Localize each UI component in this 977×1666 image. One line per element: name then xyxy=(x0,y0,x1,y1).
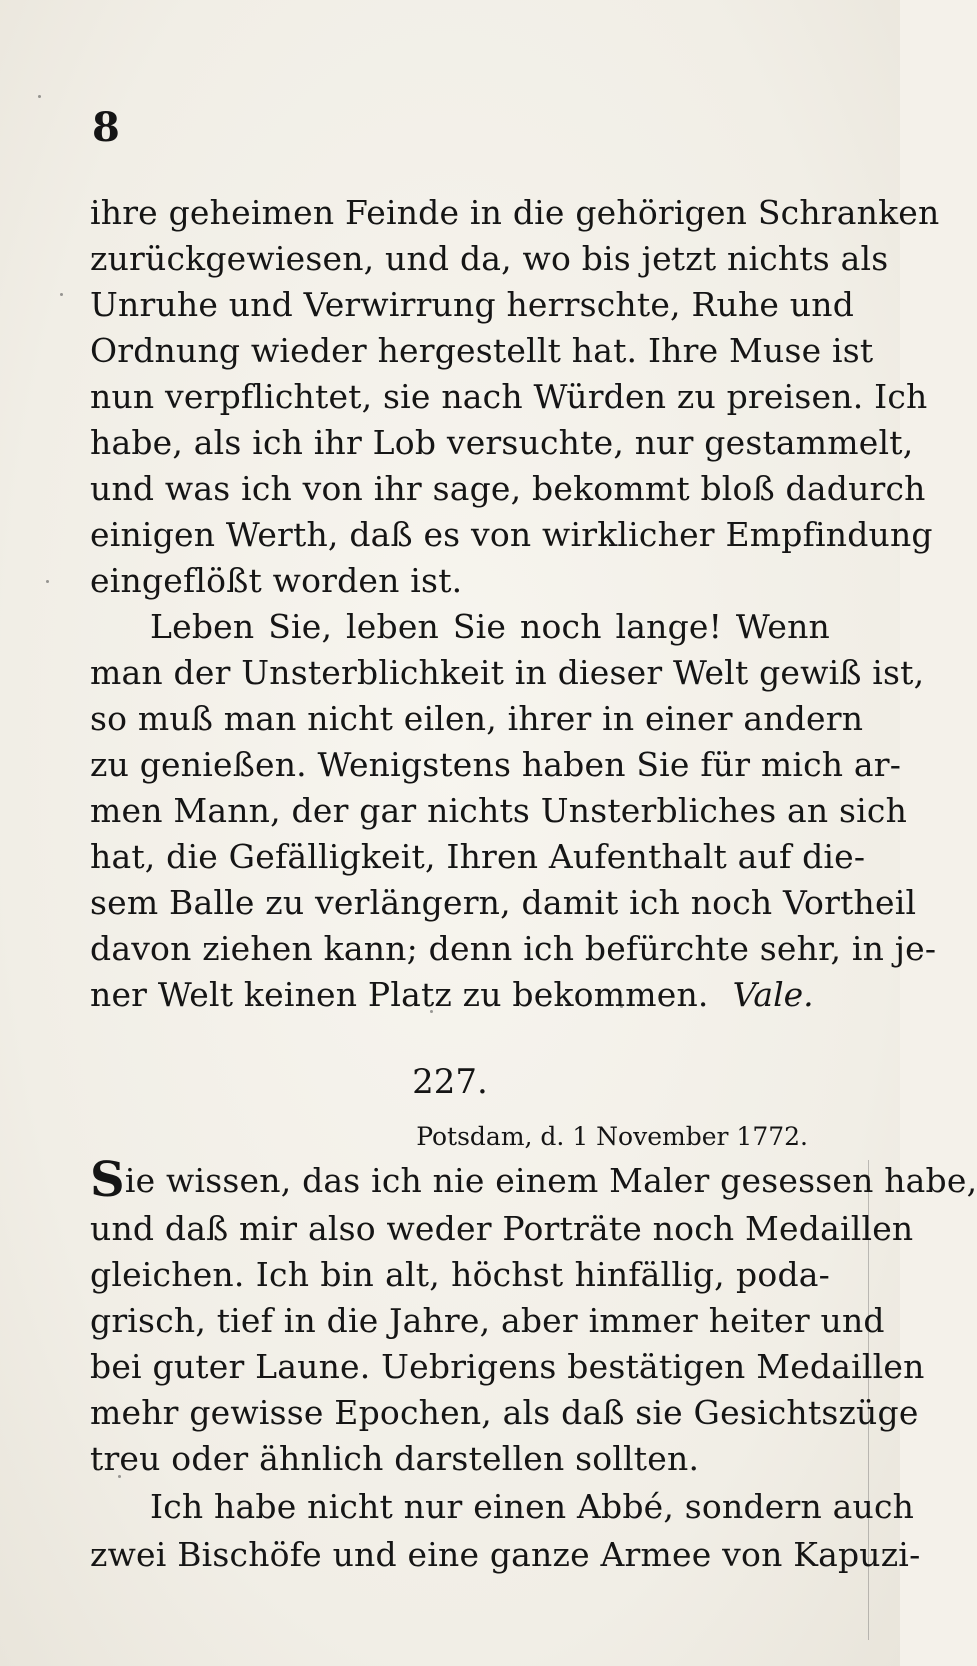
text-line: Leben Sie, leben Sie noch lange! Wenn xyxy=(150,607,830,646)
text-line: und daß mir also weder Porträte noch Medaillen xyxy=(90,1209,914,1248)
text-line: und was ich von ihr sage, bekommt bloß dadurch xyxy=(90,469,926,508)
text-line: habe, als ich ihr Lob versuchte, nur gestammelt, xyxy=(90,423,914,462)
text-line: man der Unsterblichkeit in dieser Welt gewiß ist, xyxy=(90,653,925,692)
text-line: Unruhe und Verwirrung herrschte, Ruhe und xyxy=(90,285,855,324)
text-line: zwei Bischöfe und eine ganze Armee von Kapuzi- xyxy=(90,1535,921,1574)
text-line: mehr gewisse Epochen, als daß sie Gesichtszüge xyxy=(90,1393,919,1432)
dateline: Potsdam, d. 1 November 1772. xyxy=(416,1122,808,1151)
text-line: treu oder ähnlich darstellen sollten. xyxy=(90,1439,700,1478)
text-line: bei guter Laune. Uebrigens bestätigen Medaillen xyxy=(90,1347,925,1386)
text-line xyxy=(90,1152,977,1208)
text-line-content: ner Welt keinen Platz zu bekommen. xyxy=(90,975,709,1014)
text-line: Ordnung wieder hergestellt hat. Ihre Muse ist xyxy=(90,331,874,370)
text-line: Ich habe nicht nur einen Abbé, sondern auch xyxy=(150,1487,915,1526)
text-line: davon ziehen kann; denn ich befürchte sehr, in je- xyxy=(90,929,937,968)
paper-speck xyxy=(38,95,41,98)
text-line: zu genießen. Wenigstens haben Sie für mich ar- xyxy=(90,745,902,784)
page-number: 8 xyxy=(92,104,120,151)
paper-speck xyxy=(46,580,49,583)
letter-number: 227. xyxy=(412,1062,488,1102)
drop-cap: S xyxy=(90,1152,125,1208)
text-line: eingeflößt worden ist. xyxy=(90,561,463,600)
text-line: ihre geheimen Feinde in die gehörigen Schranken xyxy=(90,193,940,232)
text-line xyxy=(90,972,830,1018)
paper-speck xyxy=(60,293,63,296)
text-line: men Mann, der gar nichts Unsterbliches an sich xyxy=(90,791,908,830)
text-line: gleichen. Ich bin alt, höchst hinfällig, poda- xyxy=(90,1255,830,1294)
text-line: zurückgewiesen, und da, wo bis jetzt nichts als xyxy=(90,239,889,278)
closing-vale: Vale. xyxy=(732,975,814,1014)
text-line-content: ie wissen, das ich nie einem Maler gesessen habe, xyxy=(124,1161,977,1200)
text-line: grisch, tief in die Jahre, aber immer heiter und xyxy=(90,1301,885,1340)
text-line: sem Balle zu verlängern, damit ich noch Vortheil xyxy=(90,883,917,922)
text-line: einigen Werth, daß es von wirklicher Empfindung xyxy=(90,515,933,554)
text-line: nun verpflichtet, sie nach Würden zu preisen. Ich xyxy=(90,377,928,416)
text-line: so muß man nicht eilen, ihrer in einer andern xyxy=(90,699,864,738)
text-line: hat, die Gefälligkeit, Ihren Aufenthalt auf die- xyxy=(90,837,866,876)
